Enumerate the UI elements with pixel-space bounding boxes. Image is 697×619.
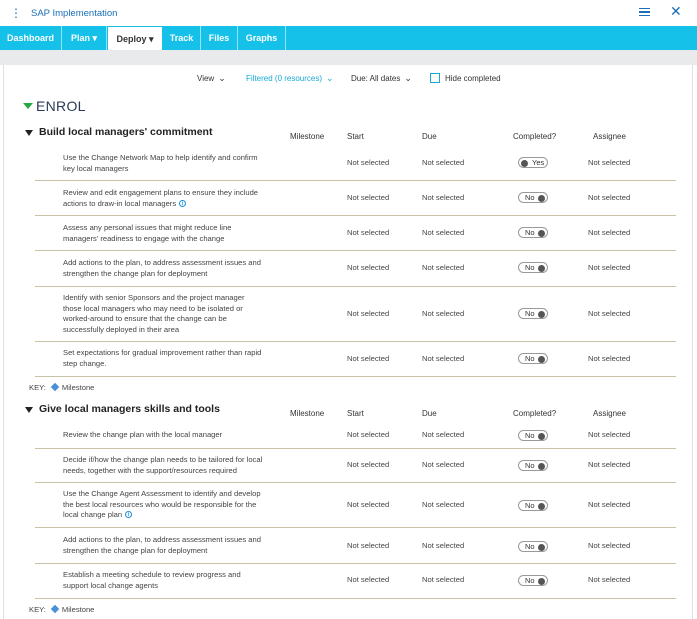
task-text [63, 188, 278, 209]
toggle-label: No [525, 193, 535, 202]
task-text [63, 430, 278, 441]
hamburger-menu-icon[interactable] [639, 8, 650, 18]
section-title: Build local managers' commitment [39, 126, 213, 138]
key-milestone-label: Milestone [61, 383, 95, 392]
row-divider [35, 376, 676, 377]
row-divider [35, 527, 676, 528]
chevron-down-icon: ▾ [149, 34, 154, 44]
task-text [63, 535, 278, 556]
tab-dashboard[interactable]: Dashboard [0, 26, 62, 50]
due-date-cell[interactable]: Not selected [422, 460, 465, 469]
toggle-label: No [525, 461, 535, 470]
assignee-cell[interactable]: Not selected [588, 541, 631, 550]
due-date-label: Due: All dates [351, 74, 401, 83]
app-header [0, 0, 697, 26]
column-header-due: Due [422, 132, 437, 141]
row-divider [35, 482, 676, 483]
start-date-cell[interactable]: Not selected [347, 500, 390, 509]
start-date-cell[interactable]: Not selected [347, 263, 390, 272]
column-header-milestone: Milestone [290, 409, 325, 418]
info-icon[interactable]: i [179, 200, 186, 207]
start-date-cell[interactable]: Not selected [347, 430, 390, 439]
start-date-cell[interactable]: Not selected [347, 460, 390, 469]
due-date-cell[interactable]: Not selected [422, 541, 465, 550]
collapse-triangle-icon[interactable] [23, 103, 33, 109]
column-header-due: Due [422, 409, 437, 418]
column-header-assignee: Assignee [593, 409, 626, 418]
chevron-down-icon: ⌄ [404, 73, 412, 83]
assignee-cell[interactable]: Not selected [588, 158, 631, 167]
start-date-cell[interactable]: Not selected [347, 309, 390, 318]
completed-toggle[interactable] [518, 460, 548, 471]
row-divider [35, 180, 676, 181]
toggle-label: No [525, 431, 535, 440]
task-line: support local change agents [63, 580, 158, 590]
assignee-cell[interactable]: Not selected [588, 500, 631, 509]
row-divider [35, 563, 676, 564]
task-line: key local managers [63, 163, 129, 173]
section-title: Give local managers skills and tools [39, 403, 220, 415]
toggle-knob [538, 433, 545, 440]
task-line: strengthen the change plan for deployment [63, 545, 208, 555]
task-line: Add actions to the plan, to address assessment issues and [63, 258, 261, 267]
due-date-cell[interactable]: Not selected [422, 309, 465, 318]
column-header-start: Start [347, 132, 364, 141]
toggle-knob [538, 356, 545, 363]
task-line: Use the Change Network Map to help identify and confirm [63, 153, 258, 162]
toggle-label: No [525, 354, 535, 363]
completed-toggle[interactable] [518, 430, 548, 441]
tab-graphs[interactable]: Graphs [238, 26, 286, 50]
completed-toggle[interactable] [518, 353, 548, 364]
toggle-knob [538, 311, 545, 318]
chevron-down-icon: ▾ [92, 33, 98, 43]
close-icon[interactable]: ✕ [670, 3, 682, 19]
task-text [63, 348, 278, 369]
column-header-assignee: Assignee [593, 132, 626, 141]
row-divider [35, 598, 676, 599]
completed-toggle[interactable] [518, 500, 548, 511]
task-line: needs, together with the support/resources required [63, 465, 237, 475]
toggle-knob [538, 503, 545, 510]
phase-title: ENROL [36, 98, 86, 114]
assignee-cell[interactable]: Not selected [588, 309, 631, 318]
row-divider [35, 341, 676, 342]
assignee-cell[interactable]: Not selected [588, 193, 631, 202]
main-nav [0, 26, 697, 50]
task-line: managers' readiness to engage with the change [63, 233, 225, 243]
milestone-diamond-icon [51, 605, 59, 613]
due-date-cell[interactable]: Not selected [422, 228, 465, 237]
milestone-diamond-icon [51, 383, 59, 391]
task-line: successfully deployed in their area [63, 324, 180, 334]
task-line: Add actions to the plan, to address assessment issues and [63, 535, 261, 544]
toggle-label: No [525, 501, 535, 510]
tab-deploy[interactable] [108, 27, 162, 50]
toggle-knob [538, 195, 545, 202]
column-header-completed: Completed? [513, 132, 557, 141]
kebab-menu-icon[interactable]: ⋮ [10, 6, 22, 20]
toggle-label: Yes [532, 158, 545, 167]
assignee-cell[interactable]: Not selected [588, 354, 631, 363]
app-title: SAP Implementation [31, 8, 118, 19]
task-line: Use the Change Agent Assessment to identify and develop [63, 489, 261, 498]
assignee-cell[interactable]: Not selected [588, 575, 631, 584]
milestone-key [29, 605, 94, 614]
toggle-label: No [525, 263, 535, 272]
toggle-knob [538, 578, 545, 585]
column-header-milestone: Milestone [290, 132, 325, 141]
start-date-cell[interactable]: Not selected [347, 228, 390, 237]
row-divider [35, 215, 676, 216]
view-dropdown-label: View [197, 74, 215, 83]
row-divider [35, 286, 676, 287]
due-date-cell[interactable]: Not selected [422, 430, 465, 439]
due-date-cell[interactable]: Not selected [422, 193, 465, 202]
toggle-knob [521, 160, 528, 167]
assignee-cell[interactable]: Not selected [588, 263, 631, 272]
start-date-cell[interactable]: Not selected [347, 158, 390, 167]
key-milestone-label: Milestone [61, 605, 95, 614]
row-divider [35, 250, 676, 251]
task-line: Identify with senior Sponsors and the project manager [63, 293, 245, 302]
task-text [63, 570, 278, 591]
task-text [63, 258, 278, 279]
info-icon[interactable]: i [125, 511, 132, 518]
task-line: Decide if/how the change plan needs to be tailored for local [63, 455, 263, 464]
key-label: KEY: [29, 605, 46, 614]
completed-toggle[interactable] [518, 227, 548, 238]
task-text [63, 223, 278, 244]
toggle-label: No [525, 228, 535, 237]
hide-completed-label: Hide completed [445, 74, 501, 83]
start-date-cell[interactable]: Not selected [347, 354, 390, 363]
task-text [63, 153, 278, 174]
toggle-label: No [525, 542, 535, 551]
start-date-cell[interactable]: Not selected [347, 575, 390, 584]
task-line: Review the change plan with the local manager [63, 430, 223, 439]
column-header-start: Start [347, 409, 364, 418]
tab-deploy-label: Deploy [116, 34, 147, 44]
tab-plan[interactable] [62, 26, 107, 50]
start-date-cell[interactable]: Not selected [347, 193, 390, 202]
task-text [63, 489, 278, 521]
resource-filter-dropdown[interactable] [246, 73, 334, 85]
view-dropdown[interactable] [197, 73, 226, 85]
completed-toggle[interactable] [518, 308, 548, 319]
due-date-cell[interactable]: Not selected [422, 263, 465, 272]
task-text [63, 455, 278, 476]
task-line: worked-around to ensure that the change can be [63, 314, 227, 323]
toggle-knob [538, 230, 545, 237]
due-date-cell[interactable]: Not selected [422, 500, 465, 509]
collapse-triangle-icon[interactable] [25, 130, 33, 136]
column-header-completed: Completed? [513, 409, 557, 418]
task-line: Set expectations for gradual improvement rather than rapid [63, 348, 262, 357]
row-divider [35, 448, 676, 449]
task-line: Review and edit engagement plans to ensure they include [63, 188, 259, 197]
due-date-cell[interactable]: Not selected [422, 575, 465, 584]
key-label: KEY: [29, 383, 46, 392]
task-line: strengthen the change plan for deployment [63, 268, 208, 278]
completed-toggle[interactable] [518, 192, 548, 203]
completed-toggle[interactable] [518, 575, 548, 586]
milestone-key [29, 383, 94, 392]
assignee-cell[interactable]: Not selected [588, 228, 631, 237]
task-line: the best local resources who would be responsible for the [63, 499, 257, 509]
task-line: Establish a meeting schedule to review progress and [63, 570, 241, 579]
collapse-triangle-icon[interactable] [25, 407, 33, 413]
tab-plan-label: Plan [70, 33, 90, 43]
completed-toggle[interactable] [518, 541, 548, 552]
due-date-dropdown[interactable] [351, 73, 412, 85]
toggle-label: No [525, 309, 535, 318]
completed-toggle[interactable] [518, 262, 548, 273]
task-line: step change. [63, 358, 107, 368]
task-line: actions to draw-in local managers [63, 198, 177, 208]
completed-toggle[interactable] [518, 157, 548, 168]
sub-toolbar [0, 50, 697, 65]
chevron-down-icon: ⌄ [326, 73, 334, 83]
due-date-cell[interactable]: Not selected [422, 354, 465, 363]
toggle-knob [538, 265, 545, 272]
assignee-cell[interactable]: Not selected [588, 460, 631, 469]
tab-track[interactable]: Track [163, 26, 201, 50]
start-date-cell[interactable]: Not selected [347, 541, 390, 550]
chevron-down-icon: ⌄ [218, 73, 226, 83]
due-date-cell[interactable]: Not selected [422, 158, 465, 167]
task-line: local change plan [63, 510, 123, 519]
toggle-knob [538, 463, 545, 470]
task-line: Assess any personal issues that might reduce line [63, 223, 232, 232]
assignee-cell[interactable]: Not selected [588, 430, 631, 439]
toggle-label: No [525, 576, 535, 585]
tab-files[interactable]: Files [201, 26, 238, 50]
hide-completed-checkbox[interactable] [430, 73, 440, 83]
task-line: those local managers who may need to be isolated or [63, 303, 243, 313]
toggle-knob [538, 544, 545, 551]
task-text [63, 293, 278, 335]
resource-filter-label: Filtered (0 resources) [246, 74, 323, 83]
